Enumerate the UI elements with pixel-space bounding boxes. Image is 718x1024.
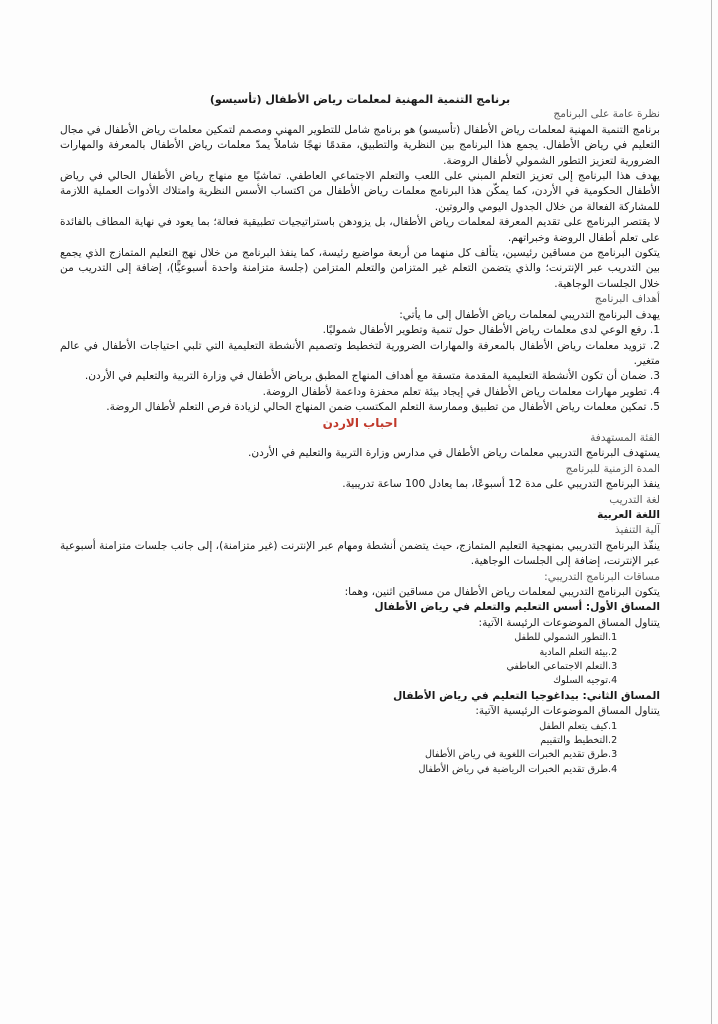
list-item: 4. توجيه السلوك	[553, 675, 618, 687]
target-text: يستهدف البرنامج التدريبي معلمات رياض الأطفال في مدارس وزارة التربية والتعليم في الأردن.	[248, 447, 660, 460]
list-item: 1. التطور الشمولي للطفل	[514, 632, 618, 644]
duration-text: ينفذ البرنامج التدريبي على مدة 12 أسبوعًا، بما يعادل 100 ساعة تدريبية.	[342, 478, 660, 491]
target-heading: الفئة المستهدفة	[590, 431, 660, 444]
course2-title: المساق الثاني: بيداغوجيا التعليم في رياض الأطفال	[393, 689, 660, 702]
page-title: برنامج التنمية المهنية لمعلمات رياض الأطفال (تأسيسو)	[209, 93, 511, 106]
goal-item: 4. تطوير مهارات معلمات رياض الأطفال في إيجاد بيئة تعلم محفزة وداعمة لأطفال الروضة.	[262, 385, 660, 398]
list-item: 3. التعلم الاجتماعي العاطفي	[506, 661, 618, 673]
mechanism-text: ينفّذ البرنامج التدريبي بمنهجية التعليم المتمازج، حيث يتضمن أنشطة ومهام عبر الإنترنت (غير متزامنة)، إلى جانب جلسات متزامنة أسبوعية عبر الإنترنت، إضافة إلى الجلسات الوجاهية.	[60, 539, 660, 568]
list-item: 4. طرق تقديم الخبرات الرياضية في رياض الأطفال	[418, 763, 618, 775]
overview-paragraph-3: لا يقتصر البرنامج على تقديم المعرفة لمعلمات رياض الأطفال، بل يزودهن باستراتيجيات تطبيقية فعالة؛ بما يعود في نهاية المطاف بالفائدة على تعلم أطفال الروضة وخبراتهم.	[60, 216, 660, 244]
goal-item: 5. تمكين معلمات رياض الأطفال من تطبيق وممارسة التعلم المكتسب ضمن المنهاج الحالي لزيادة فرص التعلم لأطفال الروضة.	[106, 401, 660, 414]
list-item: 2. التخطيط والتقييم	[540, 735, 618, 747]
list-item: 1. كيف يتعلم الطفل	[539, 720, 618, 732]
course1-topics	[60, 631, 634, 689]
language-heading: لغة التدريب	[609, 493, 660, 506]
course1-title: المساق الأول: أسس التعليم والتعلم في رياض الأطفال	[374, 601, 660, 614]
goal-item: 2. تزويد معلمات رياض الأطفال بالمعرفة والمهارات الضرورية لتخطيط وتصميم الأنشطة التعليمية التي تلبي احتياجات الأطفال في عالم متغير.	[60, 339, 660, 367]
language-text: اللغة العربية	[597, 508, 660, 521]
overview-heading: نظرة عامة على البرنامج	[553, 108, 660, 121]
list-item: 2. بيئة التعلم المادية	[539, 646, 618, 658]
overview-paragraph-1: برنامج التنمية المهنية لمعلمات رياض الأطفال (تأسيسو) هو برنامج شامل للتطوير المهني ومصمم لتمكين معلمات رياض الأطفال في مجال التعليم في رياض الأطفال. يجمع هذا البرنامج بين النظرية والتطبيق، مقدمًا نهجًا شاملاً يمدّ معلمات رياض الأطفال بالمعرفة والمهارات الضرورية لتعزيز التطور الشمولي لأطفال الروضة.	[60, 123, 660, 167]
document-body	[60, 92, 660, 777]
overview-paragraph-4: يتكون البرنامج من مساقين رئيسين، يتألف كل منهما من أربعة مواضيع رئيسة، كما ينفذ البرنامج من خلال نهج التعليم المتمازج الذي يجمع بين التدريب عبر الإنترنت؛ والذي يتضمن التعلم غير المتزامن والتعلم المتزامن (جلسة متزامنة واحدة أسبوعيًّا)، إضافة إلى التدريب من خلال الجلسات الوجاهية.	[60, 247, 660, 290]
course1-intro: يتناول المساق الموضوعات الرئيسة الآتية:	[478, 616, 660, 629]
overview-paragraph-2: يهدف هذا البرنامج إلى تعزيز التعلم المبني على اللعب والتعلم الاجتماعي العاطفي. تماشيًا مع منهاج رياض الأطفال الحالي في رياض الأطفال الحكومية في الأردن، كما يمكّن هذا البرنامج معلمات رياض الأطفال من اكتساب الأسس النظرية وامتلاك الأدوات العملية اللازمة للمشاركة الفعالة من خلال الجدول اليومي والروتين.	[60, 170, 660, 213]
goals-heading: أهداف البرنامج	[594, 293, 660, 306]
course2-topics	[60, 720, 634, 778]
watermark-text: احباب الاردن	[322, 415, 398, 430]
course2-intro: يتناول المساق الموضوعات الرئيسية الآتية:	[475, 705, 660, 718]
goals-list	[60, 323, 660, 415]
scan-edge-line	[711, 0, 712, 1024]
list-item: 3. طرق تقديم الخبرات اللغوية في رياض الأطفال	[424, 749, 618, 761]
goal-item: 1. رفع الوعي لدى معلمات رياض الأطفال حول تنمية وتطوير الأطفال شموليًا.	[322, 324, 660, 337]
courses-intro: يتكون البرنامج التدريبي لمعلمات رياض الأطفال من مساقين اثنين، وهما:	[344, 586, 660, 598]
goals-intro: يهدف البرنامج التدريبي لمعلمات رياض الأطفال إلى ما يأتي:	[399, 308, 660, 321]
duration-heading: المدة الزمنية للبرنامج	[565, 462, 660, 475]
mechanism-heading: آلية التنفيذ	[614, 524, 660, 537]
goal-item: 3. ضمان أن تكون الأنشطة التعليمية المقدمة متسقة مع أهداف المنهاج المطبق برياض الأطفال في وزارة التربية والتعليم في الأردن.	[84, 370, 660, 383]
courses-heading: مساقات البرنامج التدريبي:	[544, 570, 660, 583]
